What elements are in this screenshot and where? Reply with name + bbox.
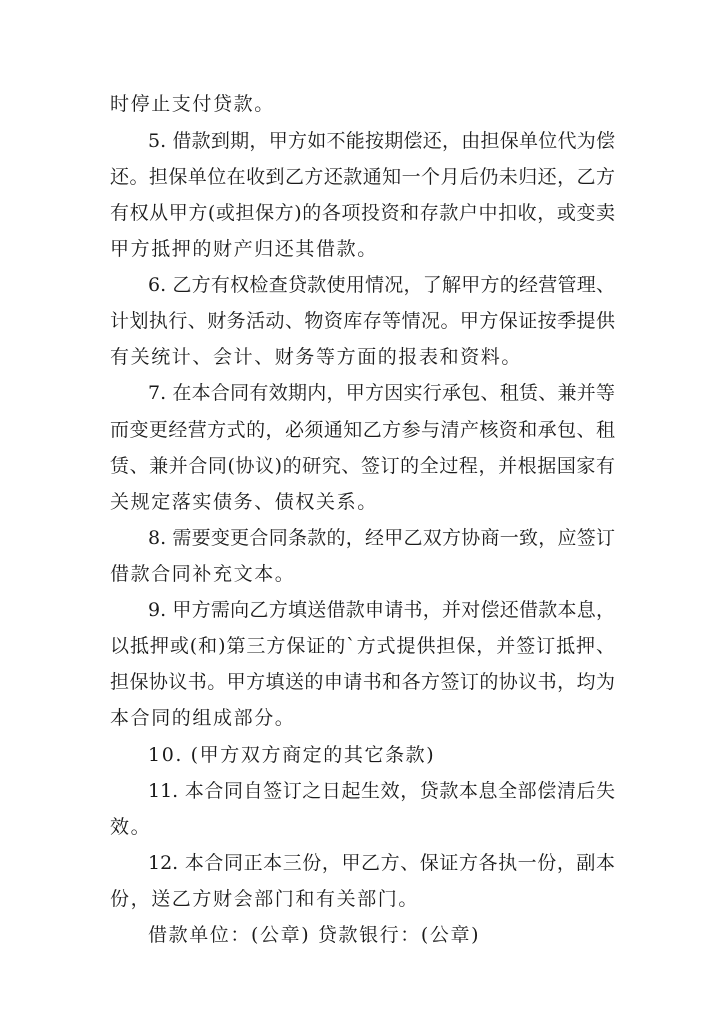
text-line: 份，送乙方财会部门和有关部门。 [110, 888, 420, 910]
text-line: 赁、兼并合同(协议)的研究、签订的全过程，并根据国家有 [110, 455, 615, 477]
text-line: 5. 借款到期，甲方如不能按期偿还，由担保单位代为偿 [148, 130, 615, 152]
text-line: 甲方抵押的财产归还其借款。 [110, 238, 378, 260]
text-line: 6. 乙方有权检查贷款使用情况，了解甲方的经营管理、 [148, 274, 615, 296]
signature-line: 借款单位：(公章) 贷款银行：(公章) [148, 924, 481, 946]
text-line: 还。担保单位在收到乙方还款通知一个月后仍未归还，乙方 [110, 166, 615, 188]
text-line: 12. 本合同正本三份，甲乙方、保证方各执一份，副本 [148, 852, 615, 874]
text-line: 10. (甲方双方商定的其它条款) [148, 744, 436, 766]
text-line: 本合同的组成部分。 [110, 707, 296, 729]
text-line: 关规定落实债务、债权关系。 [110, 491, 378, 513]
text-line: 有关统计、会计、财务等方面的报表和资料。 [110, 346, 523, 368]
text-line: 而变更经营方式的，必须通知乙方参与清产核资和承包、租 [110, 419, 615, 441]
text-line: 8. 需要变更合同条款的，经甲乙双方协商一致，应签订 [148, 527, 615, 549]
text-line: 计划执行、财务活动、物资库存等情况。甲方保证按季提供 [110, 310, 615, 332]
text-line: 9. 甲方需向乙方填送借款申请书，并对偿还借款本息， [148, 599, 615, 621]
text-line: 效。 [110, 816, 152, 838]
text-line: 以抵押或(和)第三方保证的`方式提供担保，并签订抵押、 [110, 635, 615, 657]
text-line: 担保协议书。甲方填送的申请书和各方签订的协议书，均为 [110, 671, 615, 693]
text-line: 11. 本合同自签订之日起生效，贷款本息全部偿清后失 [148, 780, 615, 802]
text-line: 7. 在本合同有效期内，甲方因实行承包、租赁、兼并等 [148, 382, 615, 404]
text-line: 时停止支付贷款。 [110, 93, 275, 115]
text-line: 借款合同补充文本。 [110, 563, 296, 585]
text-line: 有权从甲方(或担保方)的各项投资和存款户中扣收，或变卖 [110, 202, 615, 224]
